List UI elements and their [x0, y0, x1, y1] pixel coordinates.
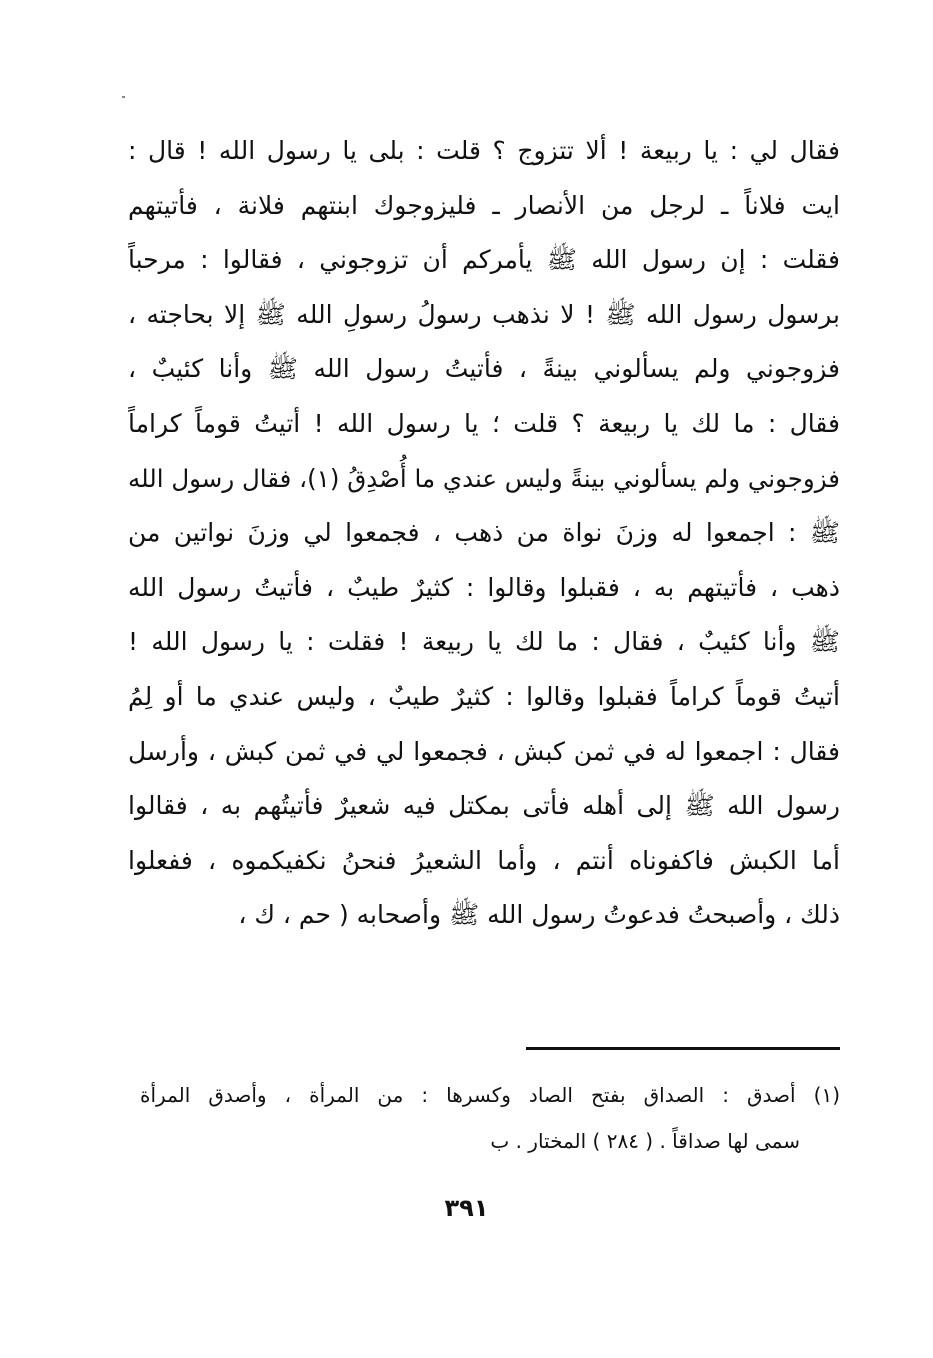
text-line: فقلت : إن رسول الله ﷺ يأمركم أن تزوجوني ، فقالوا : مرحباً: [128, 245, 840, 275]
text-line: فزوجوني ولم يسألوني بينةً وليس عندي ما أُصْدِقُ (١)، فقال رسول الله: [128, 463, 840, 493]
text-line: ذهب ، فأتيتهم به ، فقبلوا وقالوا : كثيرٌ طيبٌ ، فأتيتُ رسول الله: [128, 572, 840, 602]
text-line: فزوجوني ولم يسألوني بينةً ، فأتيتُ رسول الله ﷺ وأنا كئيبٌ ،: [128, 354, 840, 384]
text-line: فقال : اجمعوا له في ثمن كبش ، فجمعوا لي في ثمن كبش ، وأرسل: [128, 736, 840, 766]
main-text-block: [128, 124, 840, 943]
footnote-separator: [526, 1047, 840, 1050]
text-line: أما الكبش فاكفوناه أنتم ، وأما الشعيرُ فنحنُ نكفيكموه ، ففعلوا: [128, 845, 840, 875]
text-line: ذلك ، وأصبحتُ فدعوتُ رسول الله ﷺ وأصحابه ( حم ، ك ،: [238, 900, 840, 930]
footnote: [140, 1072, 840, 1164]
scan-speck: [122, 96, 125, 98]
text-line: ﷺ وأنا كئيبٌ ، فقال : ما لك يا ربيعة ! فقلت : يا رسول الله !: [128, 627, 840, 657]
text-line: ﷺ : اجمعوا له وزنَ نواة من ذهب ، فجمعوا لي وزنَ نواتين من: [128, 518, 840, 548]
footnote-line: (١) أصدق : الصداق بفتح الصاد وكسرها : من المرأة ، وأصدق المرأة: [140, 1083, 840, 1107]
text-line: برسول رسول الله ﷺ ! لا نذهب رسولُ رسولِ الله ﷺ إلا بحاجته ،: [128, 299, 840, 329]
text-line: ايت فلاناً ـ لرجل من الأنصار ـ فليزوجوك ابنتهم فلانة ، فأتيتهم: [128, 190, 840, 220]
footnote-line: سمى لها صداقاً . ( ٢٨٤ ) المختار . ب: [490, 1129, 800, 1153]
text-line: فقال لي : يا ربيعة ! ألا تتزوج ؟ قلت : بلى يا رسول الله ! قال :: [128, 136, 840, 165]
page-number: ٣٩١: [444, 1194, 489, 1222]
text-line: رسول الله ﷺ إلى أهله فأتى بمكتل فيه شعيرٌ فأتيتُهم به ، فقالوا: [128, 791, 840, 821]
text-line: أتيتُ قوماً كراماً فقبلوا وقالوا : كثيرٌ طيبٌ ، وليس عندي ما أو لِمُ: [128, 681, 840, 711]
text-line: فقال : ما لك يا ربيعة ؟ قلت ؛ يا رسول الله ! أتيتُ قوماً كراماً: [128, 408, 840, 438]
